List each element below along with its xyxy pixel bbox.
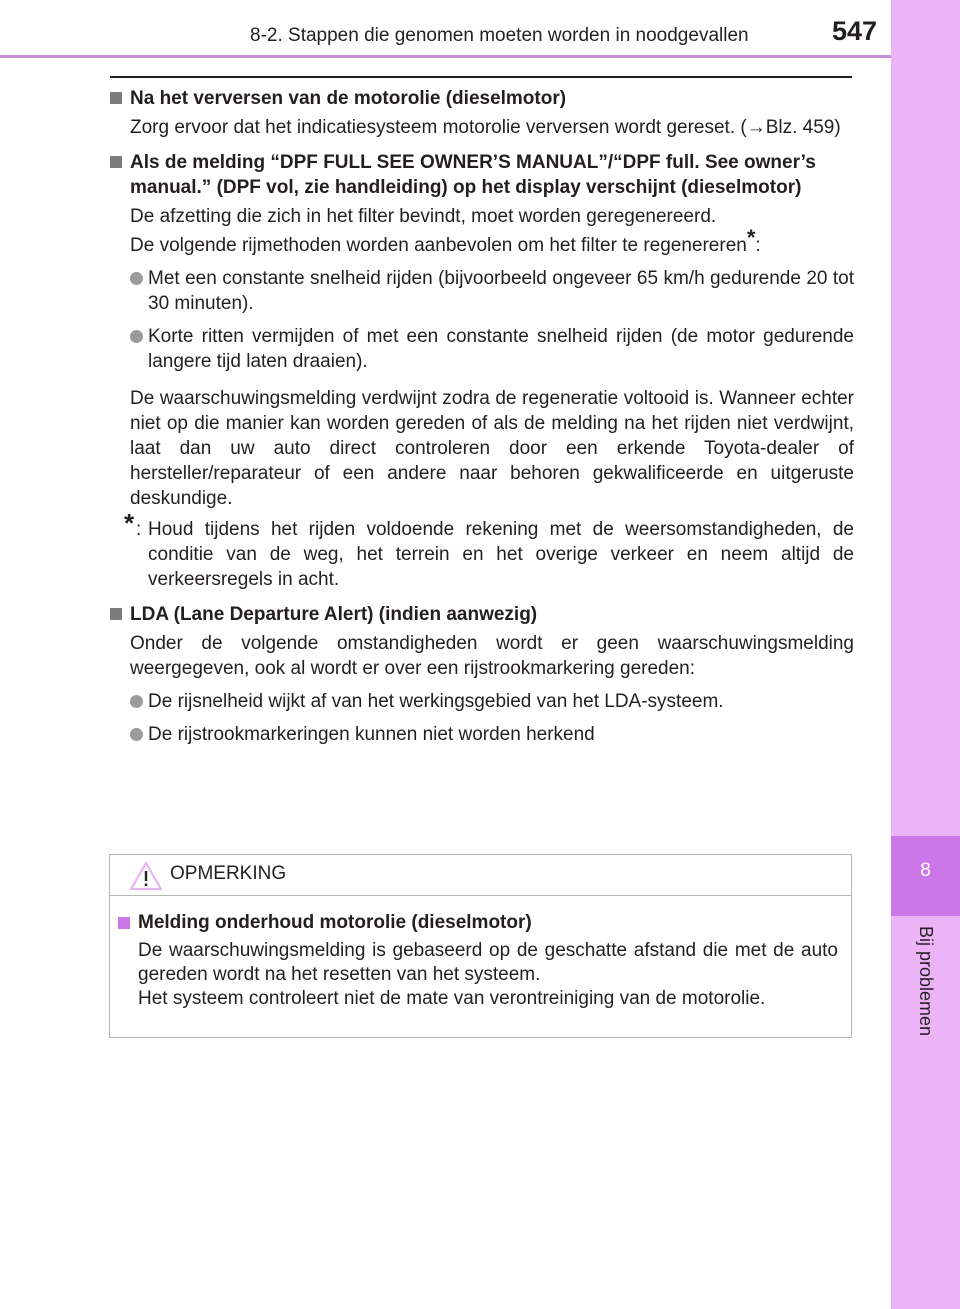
- paragraph: Onder de volgende omstandigheden wordt er geen waarschuwingsmelding weergegeven, ook al wordt er over een rijstrookmarkering gereden:: [130, 633, 854, 679]
- notice-line: De waarschuwingsmelding is gebaseerd op de geschatte afstand die met de auto gereden wordt na het resetten van het systeem.: [138, 940, 838, 985]
- notice-heading: Melding onderhoud motorolie (dieselmotor): [118, 911, 838, 935]
- list-item: De rijsnelheid wijkt af van het werkingsgebied van het LDA-systeem.: [130, 689, 854, 714]
- notice-title: OPMERKING: [170, 863, 287, 884]
- bullet-dot-icon: [130, 728, 143, 741]
- section-heading: [110, 86, 854, 111]
- notice-header: [110, 855, 851, 896]
- square-bullet-icon: [118, 917, 130, 929]
- section-heading-text: Na het verversen van de motorolie (dieselmotor): [130, 88, 567, 109]
- chapter-number-box: [891, 836, 960, 916]
- footnote-asterisk: *: [124, 508, 135, 538]
- section-heading: [110, 602, 854, 627]
- square-bullet-icon: [110, 608, 122, 620]
- notice-line: Het systeem controleert niet de mate van verontreiniging van de motorolie.: [138, 988, 766, 1009]
- footnote: * : Houd tijdens het rijden voldoende rekening met de weersomstandigheden, de conditie van de weg, het terrein en het overige verkeer en neem altijd de verkeersregels in acht.: [124, 508, 854, 590]
- page-header-title: 8-2. Stappen die genomen moeten worden in noodgevallen: [250, 25, 749, 46]
- paragraph: De waarschuwingsmelding verdwijnt zodra de regeneratie voltooid is. Wanneer echter niet op die manier kan worden gereden of als de melding na het rijden niet verdwijnt, laat dan uw auto direct controleren door een erkende Toyota-dealer of hersteller/reparateur of een andere naar behoren gekwalificeerde en uitgeruste deskundige.: [130, 388, 854, 509]
- notice-body: [118, 911, 838, 1011]
- page-content: [110, 86, 854, 747]
- chapter-number: 8: [920, 860, 931, 881]
- bullet-dot-icon: [130, 330, 143, 343]
- warning-triangle-icon: [129, 861, 163, 891]
- paragraph: De volgende rijmethoden worden aanbevolen om het filter te regenereren*:: [130, 225, 761, 256]
- page-number: 547: [832, 16, 878, 46]
- header-divider: [0, 55, 891, 58]
- notice-box: [109, 854, 852, 1038]
- bullet-dot-icon: [130, 695, 143, 708]
- section-rule: [110, 76, 852, 78]
- paragraph: De afzetting die zich in het filter bevindt, moet worden geregenereerd.: [130, 206, 717, 227]
- section-heading-text: Als de melding “DPF FULL SEE OWNER’S MANUAL”/“DPF full. See owner’s manual.” (DPF vol, zie handleiding) op het display verschijnt (dieselmotor): [130, 152, 816, 198]
- chapter-label: Bij problemen: [916, 926, 936, 1037]
- list-item: Korte ritten vermijden of met een constante snelheid rijden (de motor gedurende langere tijd laten draaien).: [130, 324, 854, 374]
- paragraph: Zorg ervoor dat het indicatiesysteem motorolie verversen wordt gereset. (→Blz. 459): [130, 117, 841, 138]
- square-bullet-icon: [110, 92, 122, 104]
- footnote-text: Houd tijdens het rijden voldoende rekening met de weersomstandigheden, de conditie van de weg, het terrein en het overige verkeer en neem altijd de verkeersregels in acht.: [148, 519, 854, 590]
- asterisk-mark: *: [746, 225, 756, 250]
- square-bullet-icon: [110, 156, 122, 168]
- list-item: Met een constante snelheid rijden (bijvoorbeeld ongeveer 65 km/h gedurende 20 tot 30 minuten).: [130, 266, 854, 316]
- chapter-label-wrap: [891, 916, 960, 1116]
- list-item: De rijstrookmarkeringen kunnen niet worden herkend: [130, 722, 854, 747]
- section-heading: [110, 150, 854, 200]
- section-heading-text: LDA (Lane Departure Alert) (indien aanwezig): [130, 604, 538, 625]
- bullet-dot-icon: [130, 272, 143, 285]
